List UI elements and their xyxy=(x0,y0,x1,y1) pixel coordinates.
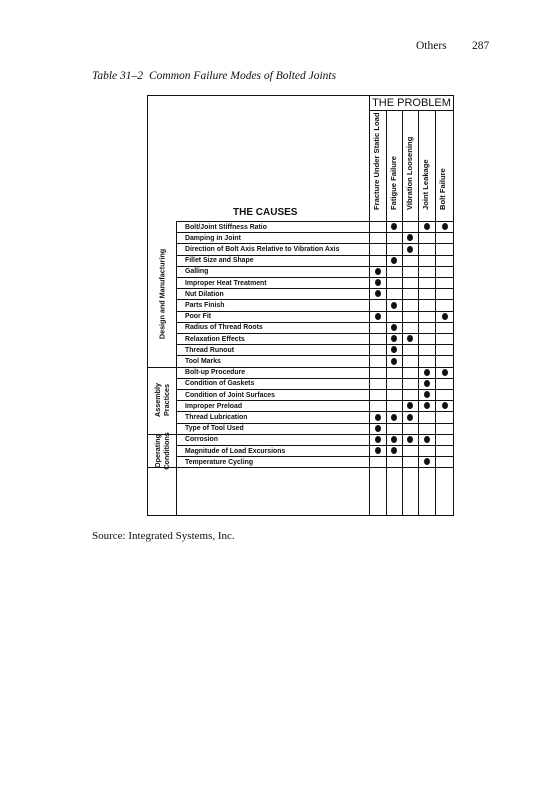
failure-mark xyxy=(375,425,381,432)
failure-mark xyxy=(375,268,381,275)
column-divider xyxy=(386,110,387,516)
failure-mark xyxy=(391,257,397,264)
group-label-text xyxy=(153,432,171,470)
failure-mark xyxy=(407,436,413,443)
group-label-line: Operating xyxy=(152,433,162,468)
source-note: Source: Integrated Systems, Inc. xyxy=(92,530,235,542)
failure-mark xyxy=(424,380,430,387)
group-label-text xyxy=(157,249,166,339)
causes-heading: THE CAUSES xyxy=(233,207,298,218)
cause-label: Bolt-up Procedure xyxy=(185,369,246,377)
failure-mark xyxy=(424,369,430,376)
cause-label: Bolt/Joint Stiffness Ratio xyxy=(185,223,267,231)
failure-mark xyxy=(375,414,381,421)
cause-label: Temperature Cycling xyxy=(185,458,254,466)
cause-label: Magnitude of Load Excursions xyxy=(185,447,286,455)
cause-label: Thread Runout xyxy=(185,346,234,354)
failure-mark xyxy=(391,436,397,443)
column-header-label: Vibration Loosening xyxy=(405,137,414,211)
cause-label: Corrosion xyxy=(185,436,218,444)
cause-label: Tool Marks xyxy=(185,357,221,365)
cause-label: Radius of Thread Roots xyxy=(185,324,263,332)
problem-divider xyxy=(369,110,454,111)
failure-mark xyxy=(442,223,448,230)
failure-mark xyxy=(375,313,381,320)
column-header-label: Fracture Under Static Load xyxy=(372,112,381,211)
failure-mark xyxy=(424,436,430,443)
running-title: Others xyxy=(416,40,447,52)
failure-mark xyxy=(375,447,381,454)
cause-label: Relaxation Effects xyxy=(185,335,245,343)
group-label-text xyxy=(153,383,171,417)
cause-label: Poor Fit xyxy=(185,313,212,321)
failure-mark xyxy=(424,458,430,465)
group-label-line: Practices xyxy=(161,384,171,417)
cause-label: Type of Tool Used xyxy=(185,425,244,433)
failure-mark xyxy=(442,369,448,376)
table-caption-title: Common Failure Modes of Bolted Joints xyxy=(149,70,337,82)
cause-label: Improper Preload xyxy=(185,402,243,410)
cause-label: Galling xyxy=(185,268,209,276)
page-number: 287 xyxy=(472,40,490,52)
cause-label: Parts Finish xyxy=(185,301,225,309)
failure-mark xyxy=(375,436,381,443)
failure-mark xyxy=(424,223,430,230)
failure-mark xyxy=(391,358,397,365)
group-label-line: Conditions xyxy=(161,431,171,470)
failure-mark xyxy=(424,402,430,409)
table-caption xyxy=(92,70,336,82)
column-divider xyxy=(435,110,436,516)
cause-label: Thread Lubrication xyxy=(185,413,248,421)
failure-mark xyxy=(424,391,430,398)
cause-label: Fillet Size and Shape xyxy=(185,257,254,265)
table-caption-label: Table 31–2 xyxy=(92,70,144,82)
cause-label: Improper Heat Treatment xyxy=(185,279,267,287)
failure-mark xyxy=(375,279,381,286)
failure-mark xyxy=(407,246,413,253)
cause-label: Nut Dilation xyxy=(185,290,224,298)
group-label-line: Assembly xyxy=(152,383,162,418)
failure-mark xyxy=(391,302,397,309)
page-header xyxy=(0,40,542,56)
group-label-line: Design and Manufacturing xyxy=(157,248,166,339)
column-divider xyxy=(418,110,419,516)
failure-mark xyxy=(375,290,381,297)
matrix-left-divider xyxy=(369,95,370,516)
failure-mark xyxy=(442,313,448,320)
column-header-label: Bolt Failure xyxy=(438,168,447,211)
cause-label: Direction of Bolt Axis Relative to Vibration Axis xyxy=(185,245,340,253)
failure-mark xyxy=(442,402,448,409)
column-header-label: Joint Leakage xyxy=(421,159,430,211)
cause-label: Damping in Joint xyxy=(185,234,241,242)
cause-label: Condition of Gaskets xyxy=(185,380,255,388)
cause-label: Condition of Joint Surfaces xyxy=(185,391,275,399)
column-header-label: Fatigue Failure xyxy=(389,156,398,211)
problem-heading: THE PROBLEM xyxy=(372,97,451,109)
column-divider xyxy=(402,110,403,516)
failure-mark xyxy=(391,324,397,331)
failure-mark xyxy=(391,414,397,421)
failure-mark xyxy=(407,414,413,421)
